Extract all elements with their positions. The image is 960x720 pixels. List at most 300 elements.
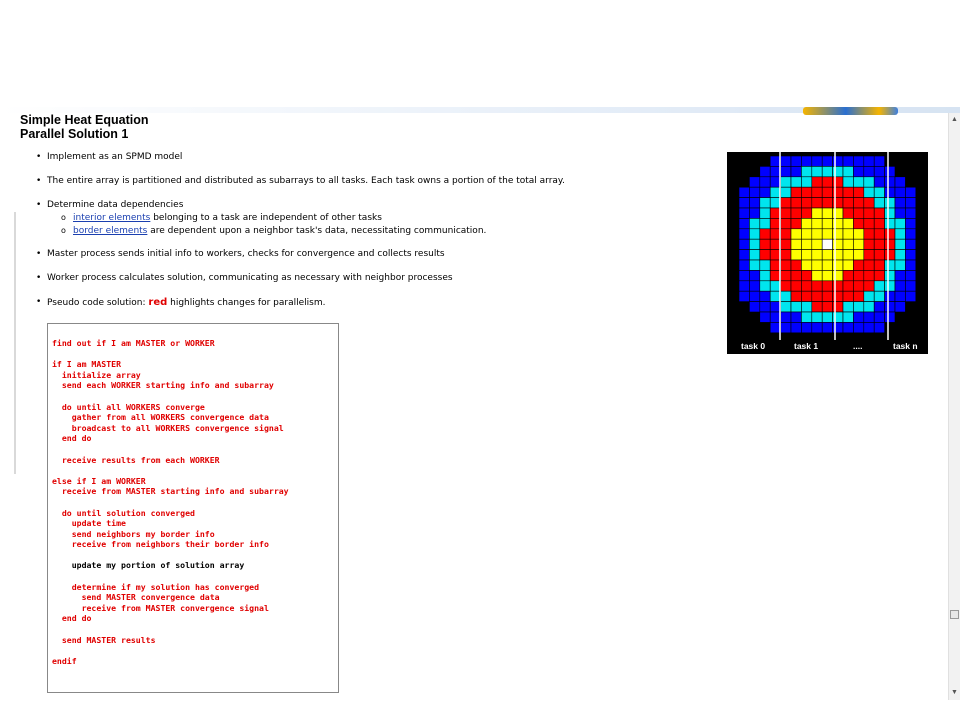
bullet-text: Worker process calculates solution, communicating as necessary with neighbor processes: [47, 273, 453, 283]
title-line-2: Parallel Solution 1: [20, 127, 129, 141]
list-item: [17, 151, 565, 164]
interior-elements-link[interactable]: interior elements: [73, 213, 151, 223]
grid-cell: [739, 239, 749, 249]
code-line: find out if I am MASTER or WORKER: [52, 338, 215, 348]
bullet-text: Master process sends initial info to workers, checks for convergence and collects results: [47, 249, 445, 259]
grid-cell: [760, 250, 770, 260]
grid-cell: [874, 187, 884, 197]
bullet-text: highlights changes for parallelism.: [167, 298, 326, 308]
grid-cell: [864, 166, 874, 176]
grid-cell: [822, 312, 832, 322]
list-item: [17, 248, 565, 261]
grid-cell: [749, 187, 759, 197]
grid-cell: [770, 166, 780, 176]
grid-cell: [833, 312, 843, 322]
grid-cell: [749, 177, 759, 187]
grid-cell: [801, 312, 811, 322]
grid-cell: [843, 208, 853, 218]
grid-cell: [781, 177, 791, 187]
grid-cell: [781, 208, 791, 218]
grid-cell: [791, 291, 801, 301]
grid-cell: [864, 198, 874, 208]
scroll-down-arrow-icon[interactable]: ▼: [951, 689, 958, 696]
grid-cell: [843, 156, 853, 166]
sub-list-item: [47, 225, 565, 238]
grid-cell: [791, 239, 801, 249]
code-line: send MASTER results: [52, 634, 156, 645]
grid-cell: [812, 281, 822, 291]
grid-cell: [749, 218, 759, 228]
task-1-label: task 1: [794, 341, 819, 351]
grid-cell: [864, 312, 874, 322]
grid-cell: [885, 291, 895, 301]
grid-cell: [843, 250, 853, 260]
grid-cell: [905, 218, 915, 228]
grid-cell: [791, 302, 801, 312]
border-elements-link[interactable]: border elements: [73, 226, 148, 236]
grid-cell: [739, 229, 749, 239]
grid-cell: [864, 177, 874, 187]
grid-cell: [812, 250, 822, 260]
grid-cell: [781, 281, 791, 291]
grid-cell: [843, 198, 853, 208]
grid-cell: [812, 291, 822, 301]
code-line: send MASTER convergence data: [52, 592, 220, 603]
scroll-thumb[interactable]: [950, 610, 959, 619]
grid-cell: [770, 312, 780, 322]
grid-cell: [833, 177, 843, 187]
grid-cell: [739, 218, 749, 228]
grid-cell: [801, 291, 811, 301]
grid-cell: [885, 302, 895, 312]
grid-cell: [853, 302, 863, 312]
grid-cell: [905, 281, 915, 291]
code-line: receive from neighbors their border info: [52, 539, 269, 550]
code-line: [52, 624, 289, 635]
grid-cell: [895, 281, 905, 291]
grid-cell: [885, 239, 895, 249]
grid-cell: [770, 260, 780, 270]
grid-cell: [822, 250, 832, 260]
grid-cell: [885, 198, 895, 208]
grid-cell: [833, 260, 843, 270]
task-n-label: task n: [893, 341, 918, 351]
grid-cell: [812, 218, 822, 228]
grid-cell: [895, 198, 905, 208]
grid-cell: [791, 281, 801, 291]
heat-grid-svg: [727, 152, 928, 340]
code-line: [52, 465, 289, 476]
grid-cell: [874, 177, 884, 187]
sub-list-item: [47, 212, 565, 225]
grid-cell: [864, 250, 874, 260]
grid-cell: [843, 302, 853, 312]
code-line: update my portion of solution array: [52, 560, 245, 571]
heat-grid-figure: [727, 152, 928, 354]
pseudo-code-box: [47, 323, 339, 693]
grid-cell: [833, 322, 843, 332]
grid-cell: [770, 208, 780, 218]
grid-cell: [874, 281, 884, 291]
grid-cell: [853, 218, 863, 228]
grid-cell: [864, 239, 874, 249]
grid-cell: [781, 239, 791, 249]
grid-cell: [822, 198, 832, 208]
grid-cell: [843, 260, 853, 270]
grid-cell: [739, 270, 749, 280]
grid-cell: [874, 218, 884, 228]
grid-cell: [770, 302, 780, 312]
grid-cell: [864, 260, 874, 270]
grid-cell: [895, 208, 905, 218]
grid-cell: [812, 187, 822, 197]
grid-cell: [749, 250, 759, 260]
grid-cell: [874, 312, 884, 322]
grid-cell: [853, 322, 863, 332]
grid-cell: [760, 260, 770, 270]
grid-cell: [833, 187, 843, 197]
grid-cell: [853, 156, 863, 166]
code-line: endif: [52, 655, 77, 666]
grid-cell: [760, 218, 770, 228]
grid-cell: [864, 187, 874, 197]
grid-cell: [749, 239, 759, 249]
grid-cell: [781, 260, 791, 270]
grid-cell: [833, 198, 843, 208]
grid-cell: [874, 229, 884, 239]
grid-cell: [770, 239, 780, 249]
grid-cell: [791, 166, 801, 176]
grid-cell: [739, 291, 749, 301]
code-line: initialize array: [52, 369, 141, 380]
code-line: else if I am WORKER: [52, 475, 146, 486]
grid-cell: [770, 156, 780, 166]
grid-cell: [770, 177, 780, 187]
grid-cell: [801, 322, 811, 332]
grid-cell: [781, 291, 791, 301]
grid-cell: [874, 291, 884, 301]
grid-cell: [812, 322, 822, 332]
grid-cell: [853, 208, 863, 218]
grid-cell: [760, 198, 770, 208]
grid-cell: [791, 156, 801, 166]
grid-cell: [853, 270, 863, 280]
grid-cell: [895, 187, 905, 197]
grid-cell: [905, 270, 915, 280]
code-line: [52, 497, 289, 508]
grid-cell: [791, 270, 801, 280]
task-labels: [727, 340, 928, 354]
grid-cell: [770, 250, 780, 260]
grid-cell: [874, 270, 884, 280]
grid-cell: [843, 291, 853, 301]
grid-cell: [801, 166, 811, 176]
grid-cell: [853, 166, 863, 176]
grid-cell: [812, 239, 822, 249]
grid-cell: [864, 281, 874, 291]
grid-cell: [853, 260, 863, 270]
grid-cell: [791, 198, 801, 208]
code-line: receive from MASTER convergence signal: [52, 602, 269, 613]
grid-cell: [812, 198, 822, 208]
grid-cell: [853, 239, 863, 249]
grid-cell: [770, 291, 780, 301]
grid-cell: [770, 229, 780, 239]
grid-cell: [843, 312, 853, 322]
grid-cell: [801, 156, 811, 166]
ellipsis-label: ....: [853, 341, 863, 351]
grid-cell: [749, 260, 759, 270]
grid-cell: [812, 177, 822, 187]
grid-cell: [843, 229, 853, 239]
grid-cell: [801, 187, 811, 197]
bullet-text: The entire array is partitioned and distributed as subarrays to all tasks. Each task owns a portion of the total array.: [47, 176, 565, 186]
grid-cell: [760, 291, 770, 301]
grid-cell: [822, 156, 832, 166]
task-0-label: task 0: [741, 341, 766, 351]
grid-cell: [822, 281, 832, 291]
grid-cell: [801, 229, 811, 239]
sub-list: [47, 212, 565, 238]
grid-cell: [833, 291, 843, 301]
grid-cell: [905, 187, 915, 197]
grid-cell: [853, 250, 863, 260]
grid-cell: [843, 322, 853, 332]
bullet-list: [17, 151, 565, 321]
grid-cell: [801, 270, 811, 280]
grid-cell: [843, 177, 853, 187]
code-line: end do: [52, 613, 92, 624]
grid-cell: [749, 270, 759, 280]
code-line: do until all WORKERS converge: [52, 401, 205, 412]
grid-cell: [760, 187, 770, 197]
grid-cell: [833, 156, 843, 166]
grid-cell: [874, 156, 884, 166]
grid-cell: [874, 322, 884, 332]
grid-cell: [843, 270, 853, 280]
grid-cell: [905, 229, 915, 239]
grid-cell: [749, 291, 759, 301]
grid-cell: [822, 229, 832, 239]
grid-cell: [791, 322, 801, 332]
grid-cell: [885, 187, 895, 197]
grid-cell: [905, 208, 915, 218]
grid-cell: [801, 198, 811, 208]
list-item: [17, 199, 565, 238]
bullet-text: Determine data dependencies: [47, 200, 184, 210]
grid-cell: [770, 322, 780, 332]
code-line: send neighbors my border info: [52, 528, 215, 539]
grid-cell: [905, 250, 915, 260]
grid-cell: [895, 260, 905, 270]
grid-cell: [791, 250, 801, 260]
grid-cell: [895, 302, 905, 312]
code-line: broadcast to all WORKERS convergence signal: [52, 422, 284, 433]
grid-cell: [885, 218, 895, 228]
grid-cell: [801, 177, 811, 187]
grid-cell: [801, 218, 811, 228]
grid-cell: [760, 281, 770, 291]
vertical-scrollbar[interactable]: [948, 113, 960, 700]
grid-cell: [853, 198, 863, 208]
grid-cell: [760, 229, 770, 239]
grid-cell: [760, 166, 770, 176]
grid-cell: [781, 250, 791, 260]
grid-cell: [760, 312, 770, 322]
grid-cell: [822, 270, 832, 280]
grid-cell: [791, 208, 801, 218]
grid-cell: [895, 177, 905, 187]
grid-cell: [853, 312, 863, 322]
code-line: receive from MASTER starting info and subarray: [52, 486, 289, 497]
grid-cell: [781, 187, 791, 197]
grid-cell: [885, 250, 895, 260]
grid-cell: [760, 270, 770, 280]
grid-cell: [749, 302, 759, 312]
grid-cell: [760, 302, 770, 312]
grid-cell: [885, 260, 895, 270]
grid-cell: [812, 166, 822, 176]
sub-item-text: belonging to a task are independent of other tasks: [150, 213, 382, 223]
grid-cell: [781, 270, 791, 280]
grid-cell: [833, 229, 843, 239]
code-line: receive results from each WORKER: [52, 454, 220, 465]
grid-cell: [874, 239, 884, 249]
code-line: determine if my solution has converged: [52, 581, 260, 592]
grid-cell: [801, 208, 811, 218]
grid-cell: [781, 302, 791, 312]
grid-cell: [895, 239, 905, 249]
grid-cell: [864, 229, 874, 239]
grid-cell: [833, 208, 843, 218]
grid-cell: [739, 281, 749, 291]
grid-cell: [812, 229, 822, 239]
list-item: [17, 175, 565, 188]
grid-cell: [833, 166, 843, 176]
red-highlight-word: red: [148, 297, 168, 308]
grid-cell: [791, 312, 801, 322]
grid-cell: [843, 218, 853, 228]
grid-cell: [801, 281, 811, 291]
grid-cell: [895, 270, 905, 280]
grid-cell: [781, 312, 791, 322]
list-item: [17, 272, 565, 285]
grid-cell: [833, 270, 843, 280]
grid-cell: [885, 312, 895, 322]
grid-cell: [770, 218, 780, 228]
grid-cell: [885, 281, 895, 291]
code-line: [52, 571, 289, 582]
grid-cell: [739, 260, 749, 270]
grid-cell: [770, 270, 780, 280]
grid-cell: [791, 218, 801, 228]
grid-cell: [864, 156, 874, 166]
grid-cell: [812, 208, 822, 218]
grid-cell: [905, 198, 915, 208]
grid-cell: [781, 198, 791, 208]
grid-cell: [874, 260, 884, 270]
grid-cell: [760, 177, 770, 187]
grid-cell: [822, 177, 832, 187]
grid-cell: [905, 260, 915, 270]
grid-cell: [843, 166, 853, 176]
grid-cell: [822, 187, 832, 197]
grid-cell: [874, 198, 884, 208]
grid-cell: [739, 250, 749, 260]
scroll-up-arrow-icon[interactable]: ▲: [951, 116, 958, 123]
grid-cell: [833, 239, 843, 249]
grid-cell: [885, 270, 895, 280]
grid-cell: [770, 281, 780, 291]
grid-cell: [874, 250, 884, 260]
code-line: if I am MASTER: [52, 359, 122, 370]
grid-cell: [781, 229, 791, 239]
left-edge-divider: [14, 212, 16, 474]
grid-cell: [822, 291, 832, 301]
grid-cell: [781, 166, 791, 176]
grid-cell: [853, 187, 863, 197]
grid-cell: [812, 302, 822, 312]
grid-cell: [843, 281, 853, 291]
grid-cell: [801, 239, 811, 249]
list-item: [17, 296, 565, 310]
grid-cell: [905, 239, 915, 249]
grid-cell: [843, 239, 853, 249]
pseudo-code: [52, 338, 289, 666]
grid-cell: [801, 250, 811, 260]
grid-cell: [812, 156, 822, 166]
grid-cell: [822, 218, 832, 228]
grid-cell: [822, 239, 832, 249]
grid-cell: [895, 291, 905, 301]
grid-cell: [833, 250, 843, 260]
grid-cell: [749, 198, 759, 208]
grid-cell: [843, 187, 853, 197]
bullet-text: Pseudo code solution:: [47, 298, 149, 308]
grid-cell: [739, 198, 749, 208]
grid-cell: [885, 177, 895, 187]
grid-cell: [791, 177, 801, 187]
grid-cell: [822, 322, 832, 332]
grid-cell: [874, 302, 884, 312]
grid-cell: [739, 187, 749, 197]
code-line: [52, 391, 289, 402]
code-line: [52, 349, 289, 360]
grid-cell: [885, 229, 895, 239]
grid-cell: [781, 322, 791, 332]
grid-cell: [864, 218, 874, 228]
grid-cell: [864, 302, 874, 312]
grid-cell: [853, 229, 863, 239]
grid-cell: [874, 208, 884, 218]
grid-cell: [749, 208, 759, 218]
grid-cell: [853, 291, 863, 301]
grid-cell: [812, 270, 822, 280]
grid-cell: [770, 187, 780, 197]
grid-cell: [885, 208, 895, 218]
grid-cell: [864, 270, 874, 280]
code-line: [52, 444, 289, 455]
code-line: update time: [52, 518, 126, 529]
grid-cell: [822, 260, 832, 270]
grid-cell: [801, 302, 811, 312]
bullet-text: Implement as an SPMD model: [47, 152, 183, 162]
grid-cell: [864, 322, 874, 332]
grid-cell: [853, 177, 863, 187]
grid-cell: [801, 260, 811, 270]
grid-cell: [853, 281, 863, 291]
grid-cell: [833, 281, 843, 291]
